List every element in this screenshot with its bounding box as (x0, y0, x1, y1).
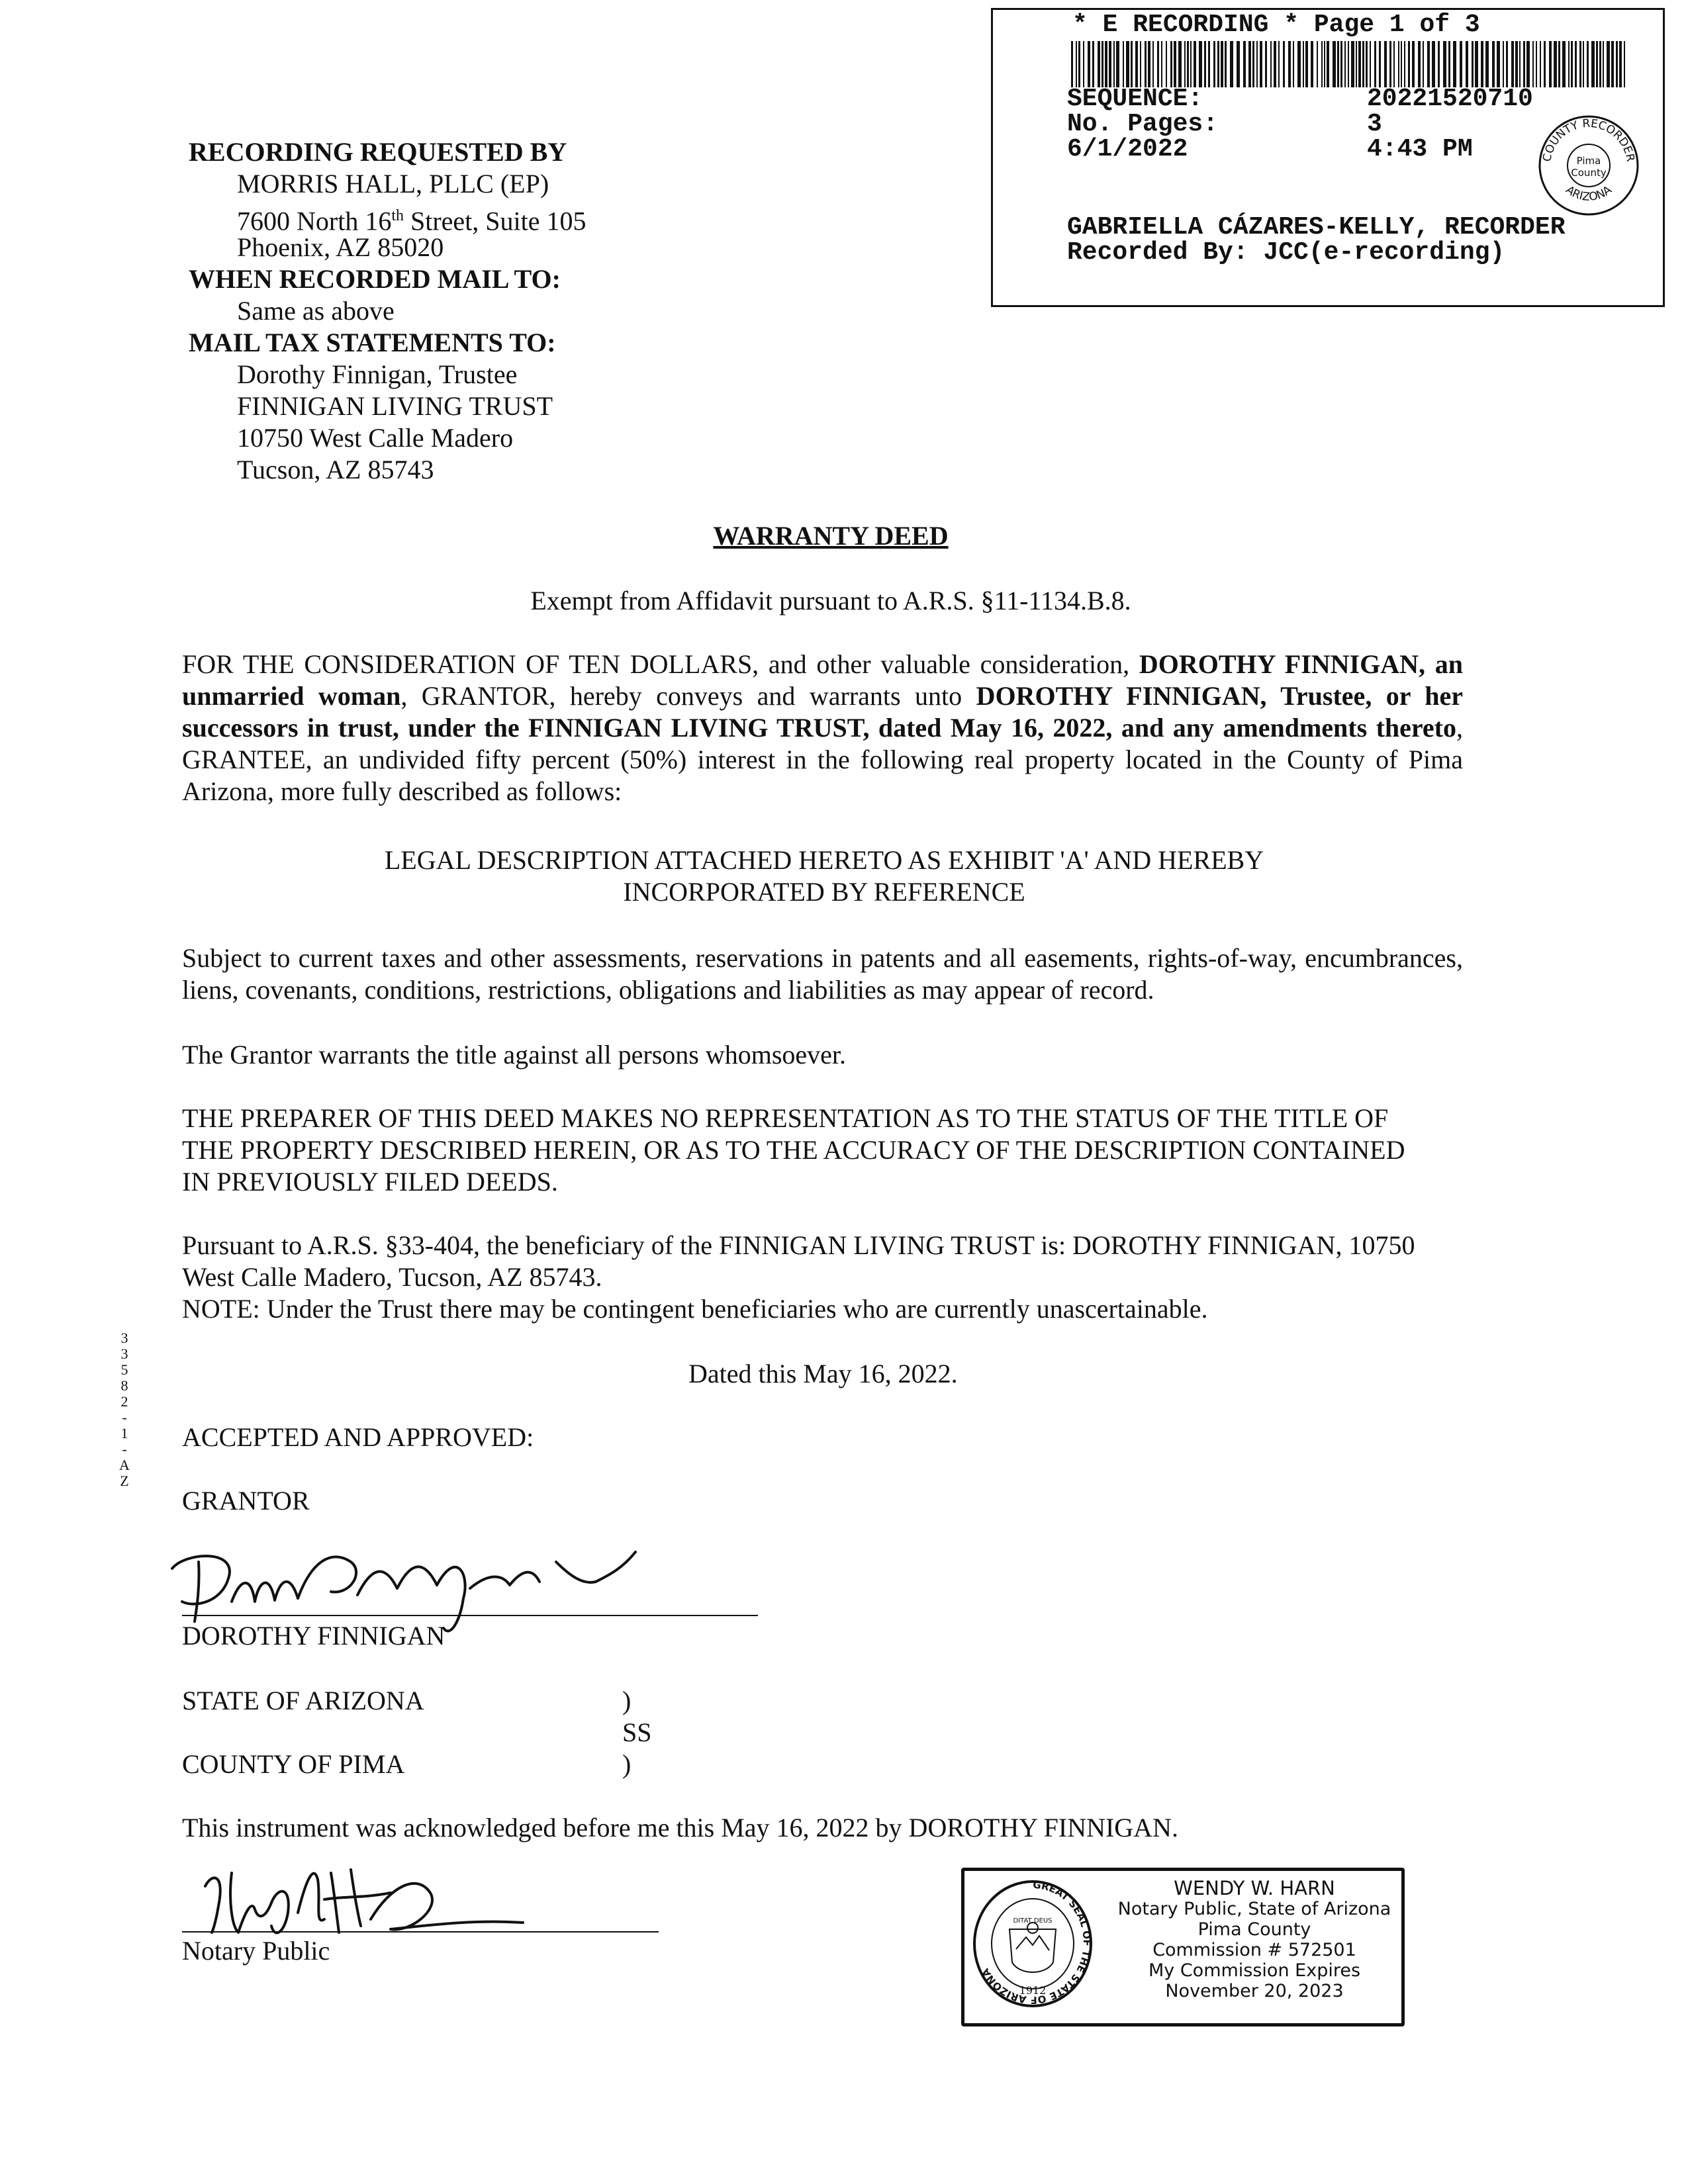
beneficiary-line-1: Pursuant to A.R.S. §33-404, the beneficiary of the FINNIGAN LIVING TRUST is: DOROTHY FINNIGAN, 10750 (182, 1230, 1415, 1260)
sequence-label: SEQUENCE: (1067, 85, 1203, 113)
seal-bottom-text: ARIZONA (1563, 183, 1615, 205)
accepted-approved: ACCEPTED AND APPROVED: (182, 1422, 534, 1452)
barcode-image (1071, 41, 1627, 87)
notary-name: WENDY W. HARN (1174, 1877, 1335, 1899)
grantor-name: DOROTHY FINNIGAN (182, 1621, 445, 1651)
county-recorder-seal (1536, 113, 1642, 218)
exempt-line: Exempt from Affidavit pursuant to A.R.S. §11-1134.B.8. (530, 586, 1131, 615)
pages-label: No. Pages: (1067, 110, 1219, 138)
county-label: COUNTY OF PIMA (182, 1749, 405, 1779)
ss-label: SS (622, 1717, 652, 1747)
recording-time: 4:43 PM (1367, 135, 1473, 163)
seal-motto: DITAT DEUS (1013, 1917, 1053, 1925)
requested-line-3: Phoenix, AZ 85020 (237, 232, 444, 262)
grantor-label: GRANTOR (182, 1486, 310, 1516)
notary-expires-label: My Commission Expires (1148, 1960, 1361, 1981)
seal-year: 1912 (1019, 1984, 1047, 1997)
contingent-note: NOTE: Under the Trust there may be contingent beneficiaries who are currently unascertainable. (182, 1294, 1208, 1324)
preparer-line-2: THE PROPERTY DESCRIBED HEREIN, OR AS TO THE ACCURACY OF THE DESCRIPTION CONTAINED (182, 1135, 1405, 1165)
seal-ring-text: GREAT SEAL OF THE STATE OF ARIZONA (979, 1878, 1093, 2007)
tax-line-3: 10750 West Calle Madero (237, 423, 514, 453)
requested-line-2: 7600 North 16th Street, Suite 105 (237, 206, 586, 236)
notary-commission-number: Commission # 572501 (1152, 1940, 1356, 1960)
beneficiary-line-2: West Calle Madero, Tucson, AZ 85743. (182, 1262, 602, 1292)
state-label: STATE OF ARIZONA (182, 1686, 424, 1715)
notary-title: Notary Public, State of Arizona (1117, 1899, 1391, 1919)
requested-line-1: MORRIS HALL, PLLC (EP) (237, 169, 549, 199)
sequence-value: 20221520710 (1367, 85, 1533, 113)
legal-description-line-1: LEGAL DESCRIPTION ATTACHED HERETO AS EXHIBIT 'A' AND HEREBY (384, 845, 1264, 875)
tax-line-1: Dorothy Finnigan, Trustee (237, 359, 518, 389)
tax-statements-heading: MAIL TAX STATEMENTS TO: (189, 328, 556, 357)
preparer-line-1: THE PREPARER OF THIS DEED MAKES NO REPRESENTATION AS TO THE STATUS OF THE TITLE OF (182, 1103, 1389, 1133)
legal-description-line-2: INCORPORATED BY REFERENCE (623, 877, 1025, 907)
dated-line: Dated this May 16, 2022. (688, 1359, 958, 1388)
tax-line-2: FINNIGAN LIVING TRUST (237, 391, 553, 421)
seal-top-text: COUNTY RECORDER (1540, 116, 1637, 163)
venue-paren-bottom: ) (622, 1749, 632, 1779)
margin-document-code: 3 3 5 8 2 - 1 - A Z (119, 1330, 130, 1489)
recording-header: * E RECORDING * Page 1 of 3 (1072, 11, 1480, 39)
recording-date: 6/1/2022 (1067, 135, 1188, 163)
seal-center-1: Pima (1576, 155, 1601, 167)
conveyance-paragraph: FOR THE CONSIDERATION OF TEN DOLLARS, and other valuable consideration, DOROTHY FINNIGAN, an unmarried woman, GRANTOR, hereby conveys and warrants unto DOROTHY FINNIGAN, Trustee, or her successors in trust, under the FINNIGAN LIVING TRUST, dated May 16, 2022, and any amendments thereto, GRANTEE, an undivided fifty percent (50%) interest in the following real property located in the County of Pima Arizona, more fully described as follows: (182, 649, 1464, 806)
notary-county: Pima County (1197, 1919, 1311, 1940)
when-recorded-heading: WHEN RECORDED MAIL TO: (189, 264, 561, 294)
document-title: WARRANTY DEED (713, 521, 949, 551)
subject-to-paragraph: Subject to current taxes and other assessments, reservations in patents and all easements, rights-of-way, encumbrances, liens, covenants, conditions, restrictions, obligations and liabilities as may appear of record. (182, 943, 1463, 1005)
tax-line-4: Tucson, AZ 85743 (237, 455, 434, 484)
notary-public-label: Notary Public (182, 1936, 330, 1966)
acknowledgment-line: This instrument was acknowledged before me this May 16, 2022 by DOROTHY FINNIGAN. (182, 1813, 1178, 1843)
notary-expiration-date: November 20, 2023 (1165, 1981, 1344, 2001)
mail-to-line: Same as above (237, 296, 395, 326)
notary-signature-line (182, 1931, 659, 1933)
seal-center-2: County (1571, 167, 1607, 179)
warranty-sentence: The Grantor warrants the title against all persons whomsoever. (182, 1040, 847, 1069)
preparer-line-3: IN PREVIOUSLY FILED DEEDS. (182, 1167, 558, 1197)
venue-paren-top: ) (622, 1686, 632, 1715)
grantor-signature-line (182, 1615, 758, 1616)
recording-requested-heading: RECORDING REQUESTED BY (189, 137, 567, 167)
pages-value: 3 (1367, 110, 1382, 138)
arizona-state-seal (970, 1876, 1096, 2012)
recorder-name: GABRIELLA CÁZARES-KELLY, RECORDER (1067, 213, 1566, 242)
recorded-by: Recorded By: JCC(e-recording) (1067, 238, 1505, 267)
